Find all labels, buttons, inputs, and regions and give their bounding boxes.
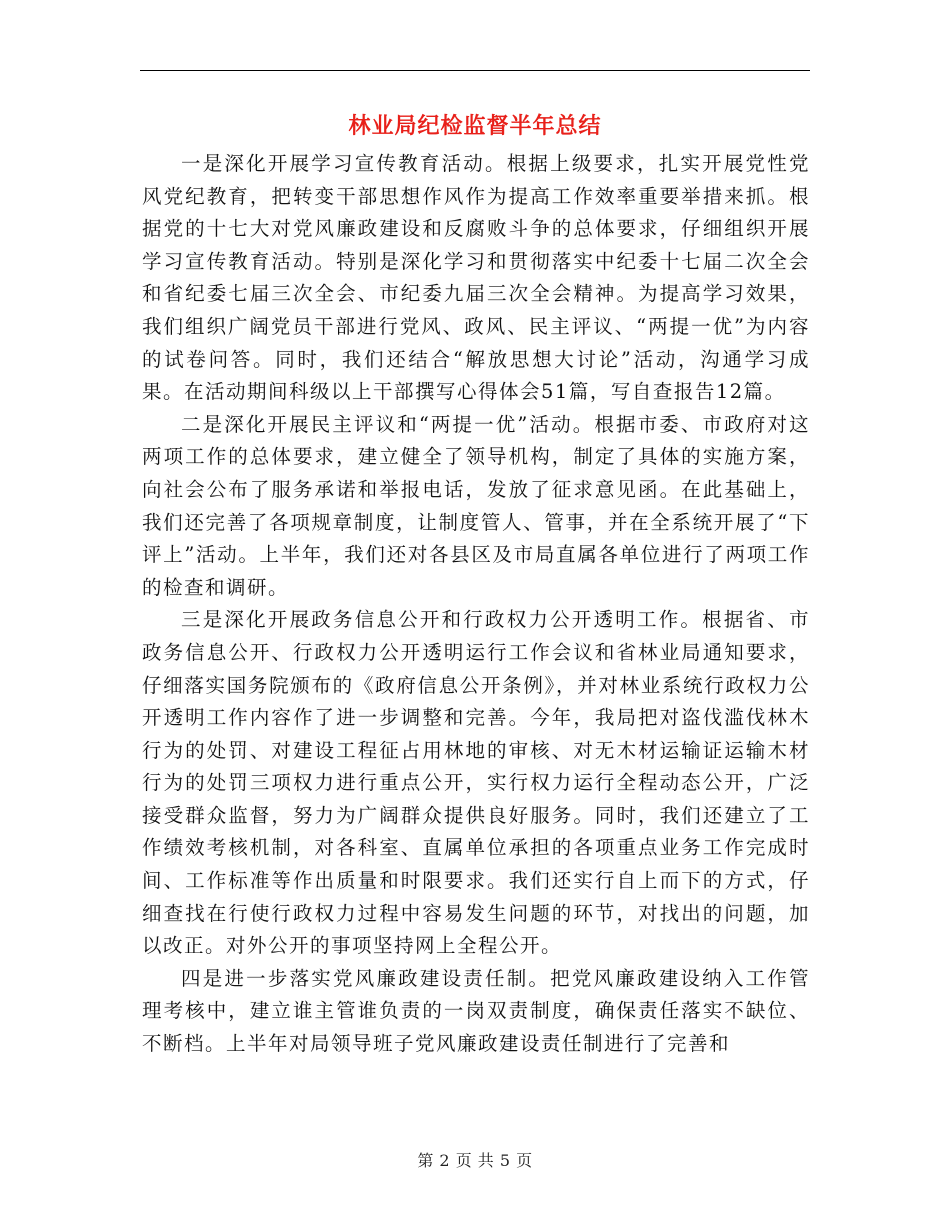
document-title: 林业局纪检监督半年总结 xyxy=(348,113,602,139)
header-rule xyxy=(140,70,810,71)
document-body xyxy=(142,148,810,1061)
paragraph-1: 一是深化开展学习宣传教育活动。根据上级要求，扎实开展党性党风党纪教育，把转变干部思想作风作为提高工作效率重要举措来抓。根据党的十七大对党风廉政建设和反腐败斗争的总体要求，仔细组织开展学习宣传教育活动。特别是深化学习和贯彻落实中纪委十七届二次全会和省纪委七届三次全会、市纪委九届三次全会精神。为提高学习效果，我们组织广阔党员干部进行党风、政风、民主评议、“两提一优”为内容的试卷问答。同时，我们还结合“解放思想大讨论”活动，沟通学习成果。在活动期间科级以上干部撰写心得体会51篇，写自查报告12篇。 xyxy=(142,152,810,404)
paragraph-2: 二是深化开展民主评议和“两提一优”活动。根据市委、市政府对这两项工作的总体要求，建立健全了领导机构，制定了具体的实施方案，向社会公布了服务承诺和举报电话，发放了征求意见函。在此基础上，我们还完善了各项规章制度，让制度管人、管事，并在全系统开展了“下评上”活动。上半年，我们还对各县区及市局直属各单位进行了两项工作的检查和调研。 xyxy=(142,412,810,599)
paragraph-4: 四是进一步落实党风廉政建设责任制。把党风廉政建设纳入工作管理考核中，建立谁主管谁负责的一岗双责制度，确保责任落实不缺位、不断档。上半年对局领导班子党风廉政建设责任制进行了完善和 xyxy=(142,966,810,1056)
page-number: 第 2 页 共 5 页 xyxy=(417,1151,533,1170)
paragraph-3: 三是深化开展政务信息公开和行政权力公开透明工作。根据省、市政务信息公开、行政权力公开透明运行工作会议和省林业局通知要求，仔细落实国务院颁布的《政府信息公开条例》，并对林业系统行政权力公开透明工作内容作了进一步调整和完善。今年，我局把对盗伐滥伐林木行为的处罚、对建设工程征占用林地的审核、对无木材运输证运输木材行为的处罚三项权力进行重点公开，实行权力运行全程动态公开，广泛接受群众监督，努力为广阔群众提供良好服务。同时，我们还建立了工作绩效考核机制，对各科室、直属单位承担的各项重点业务工作完成时间、工作标准等作出质量和时限要求。我们还实行自上而下的方式，仔细查找在行使行政权力过程中容易发生问题的环节，对找出的问题，加以改正。对外公开的事项坚持网上全程公开。 xyxy=(142,608,810,958)
